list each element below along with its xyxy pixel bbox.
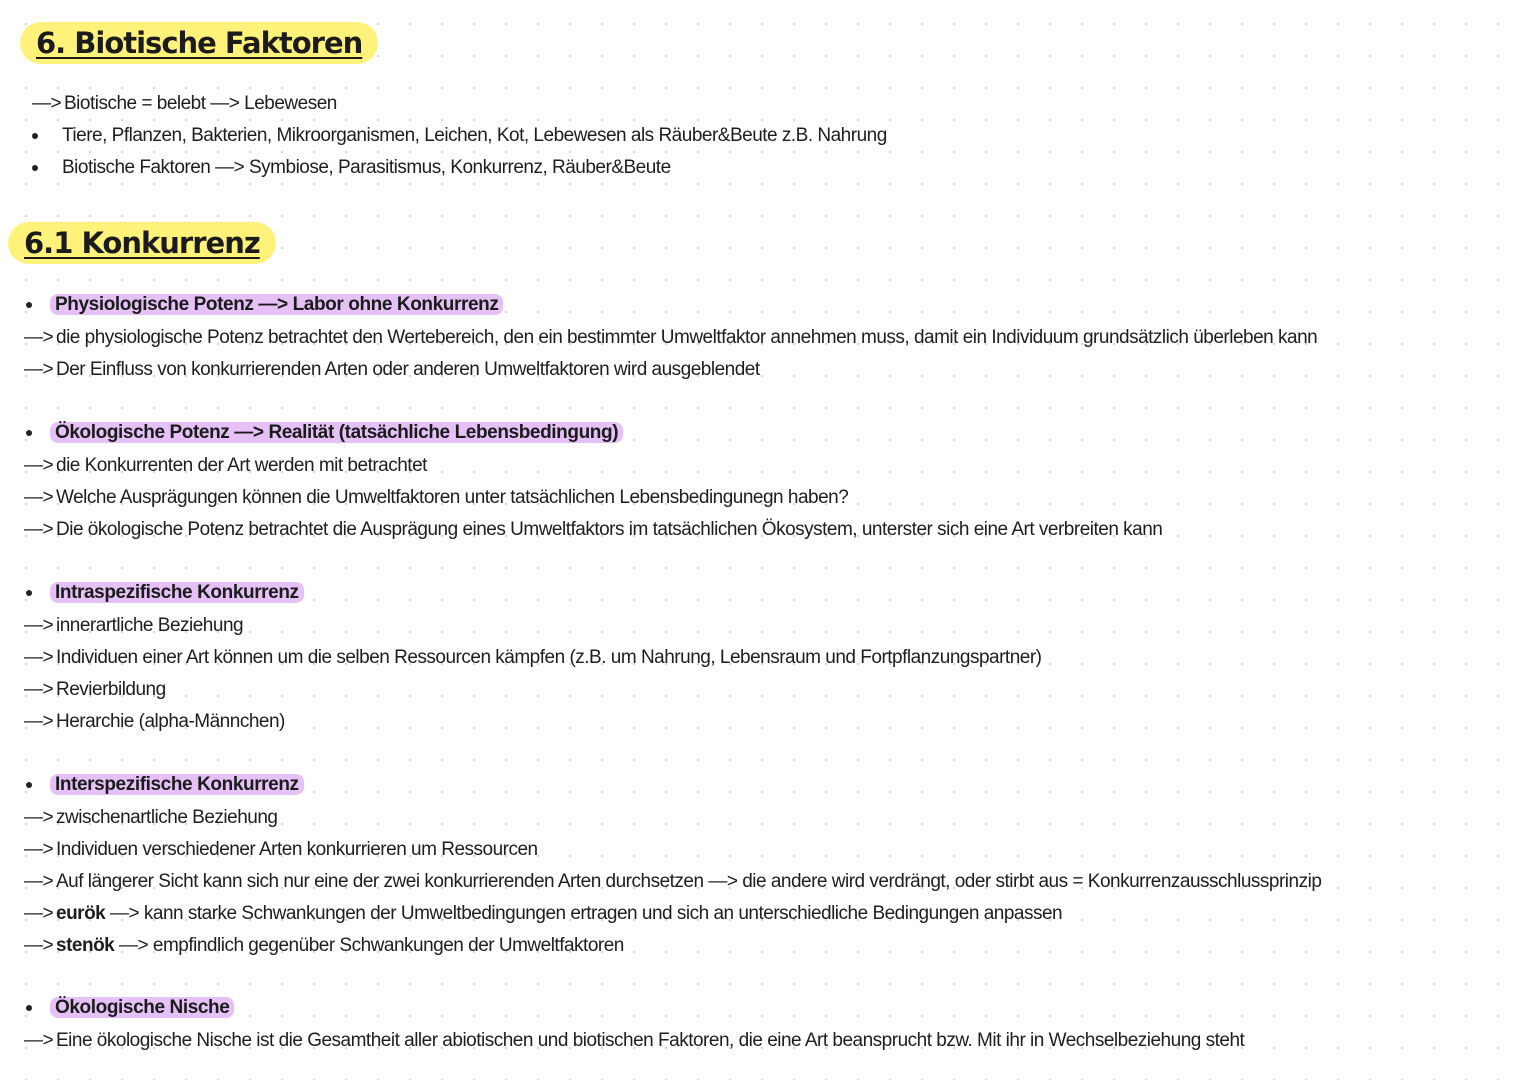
list-item bbox=[24, 710, 285, 734]
line-text: Tiere, Pflanzen, Bakterien, Mikroorganismen, Leichen, Kot, Lebewesen als Räuber&Beute z.B. Nahrung bbox=[62, 125, 887, 146]
arrow-icon: —> bbox=[24, 1030, 54, 1051]
line-text: —> empfindlich gegenüber Schwankungen der Umweltfaktoren bbox=[119, 935, 624, 956]
arrow-icon: —> bbox=[24, 679, 54, 700]
line-text: Biotische Faktoren —> Symbiose, Parasitismus, Konkurrenz, Räuber&Beute bbox=[62, 157, 671, 178]
list-item bbox=[32, 156, 671, 180]
arrow-icon: —> bbox=[32, 93, 62, 114]
arrow-icon: —> bbox=[24, 807, 54, 828]
subheading-oekologische-nische bbox=[26, 996, 234, 1020]
line-text: —> kann starke Schwankungen der Umweltbedingungen ertragen und sich an unterschiedliche Bedingungen anpassen bbox=[110, 903, 1063, 924]
line-text: Welche Ausprägungen können die Umweltfaktoren unter tatsächlichen Lebensbedingunegn haben? bbox=[56, 487, 849, 508]
section-heading-konkurrenz: 6.1 Konkurrenz bbox=[8, 222, 276, 264]
bullet-icon bbox=[32, 133, 38, 139]
list-item bbox=[24, 646, 1041, 670]
bullet-icon bbox=[32, 165, 38, 171]
list-item bbox=[24, 806, 277, 830]
list-item bbox=[24, 614, 243, 638]
term-stenoek: stenök bbox=[56, 935, 115, 956]
arrow-icon: —> bbox=[24, 487, 54, 508]
subheading-physiologische-potenz bbox=[26, 293, 503, 317]
line-text: die Konkurrenten der Art werden mit betrachtet bbox=[56, 455, 427, 476]
line-text: Revierbildung bbox=[56, 679, 166, 700]
arrow-icon: —> bbox=[24, 647, 54, 668]
list-item bbox=[24, 518, 1162, 542]
subheading-interspezifische-konkurrenz bbox=[26, 773, 304, 797]
list-item bbox=[24, 1029, 1244, 1053]
subheading-text: Intraspezifische Konkurrenz bbox=[50, 582, 304, 603]
section-heading-biotische-faktoren: 6. Biotische Faktoren bbox=[20, 22, 378, 64]
bullet-icon bbox=[26, 782, 32, 788]
line-text: Individuen verschiedener Arten konkurrieren um Ressourcen bbox=[56, 839, 538, 860]
list-item bbox=[24, 454, 427, 478]
line-text: Der Einfluss von konkurrierenden Arten oder anderen Umweltfaktoren wird ausgeblendet bbox=[56, 359, 760, 380]
line-text: Die ökologische Potenz betrachtet die Ausprägung eines Umweltfaktors im tatsächlichen Ökosystem, unterster sich eine Art verbreiten kann bbox=[56, 519, 1163, 540]
line-text: zwischenartliche Beziehung bbox=[56, 807, 278, 828]
list-item bbox=[24, 902, 1062, 926]
bullet-icon bbox=[26, 302, 32, 308]
bullet-icon bbox=[26, 590, 32, 596]
subheading-text: Ökologische Potenz —> Realität (tatsächliche Lebensbedingung) bbox=[50, 422, 623, 443]
line-text: Eine ökologische Nische ist die Gesamtheit aller abiotischen und biotischen Faktoren, die eine Art beansprucht bzw. Mit ihr in Wechselbeziehung steht bbox=[56, 1030, 1245, 1051]
bullet-icon bbox=[26, 1005, 32, 1011]
bullet-icon bbox=[26, 430, 32, 436]
line-text: die physiologische Potenz betrachtet den Wertebereich, den ein bestimmter Umweltfaktor annehmen muss, damit ein Individuum grundsätzlich überleben kann bbox=[56, 327, 1318, 348]
arrow-icon: —> bbox=[24, 519, 54, 540]
arrow-icon: —> bbox=[24, 327, 54, 348]
arrow-icon: —> bbox=[24, 935, 54, 956]
list-item bbox=[24, 358, 760, 382]
line-text: Auf längerer Sicht kann sich nur eine der zwei konkurrierenden Arten durchsetzen —> die andere wird verdrängt, oder stirbt aus = Konkurrenzausschlussprinzip bbox=[56, 871, 1322, 892]
arrow-icon: —> bbox=[24, 839, 54, 860]
list-item bbox=[24, 934, 624, 958]
arrow-icon: —> bbox=[24, 615, 54, 636]
arrow-icon: —> bbox=[24, 455, 54, 476]
term-euroek: eurök bbox=[56, 903, 106, 924]
line-text: Individuen einer Art können um die selben Ressourcen kämpfen (z.B. um Nahrung, Lebensraum und Fortpflanzungspartner) bbox=[56, 647, 1042, 668]
arrow-icon: —> bbox=[24, 871, 54, 892]
arrow-icon: —> bbox=[24, 711, 54, 732]
list-item bbox=[24, 838, 538, 862]
list-item bbox=[24, 678, 166, 702]
subheading-text: Ökologische Nische bbox=[50, 997, 234, 1018]
line-text: Biotische = belebt —> Lebewesen bbox=[64, 93, 337, 114]
list-item bbox=[24, 486, 848, 510]
arrow-icon: —> bbox=[24, 359, 54, 380]
line-text: innerartliche Beziehung bbox=[56, 615, 244, 636]
subheading-text: Interspezifische Konkurrenz bbox=[50, 774, 304, 795]
subheading-intraspezifische-konkurrenz bbox=[26, 581, 304, 605]
subheading-oekologische-potenz bbox=[26, 421, 623, 445]
list-item bbox=[24, 326, 1317, 350]
subheading-text: Physiologische Potenz —> Labor ohne Konkurrenz bbox=[50, 294, 503, 315]
list-item bbox=[32, 124, 887, 148]
list-item bbox=[24, 870, 1321, 894]
list-item bbox=[32, 92, 337, 116]
arrow-icon: —> bbox=[24, 903, 54, 924]
line-text: Herarchie (alpha-Männchen) bbox=[56, 711, 285, 732]
